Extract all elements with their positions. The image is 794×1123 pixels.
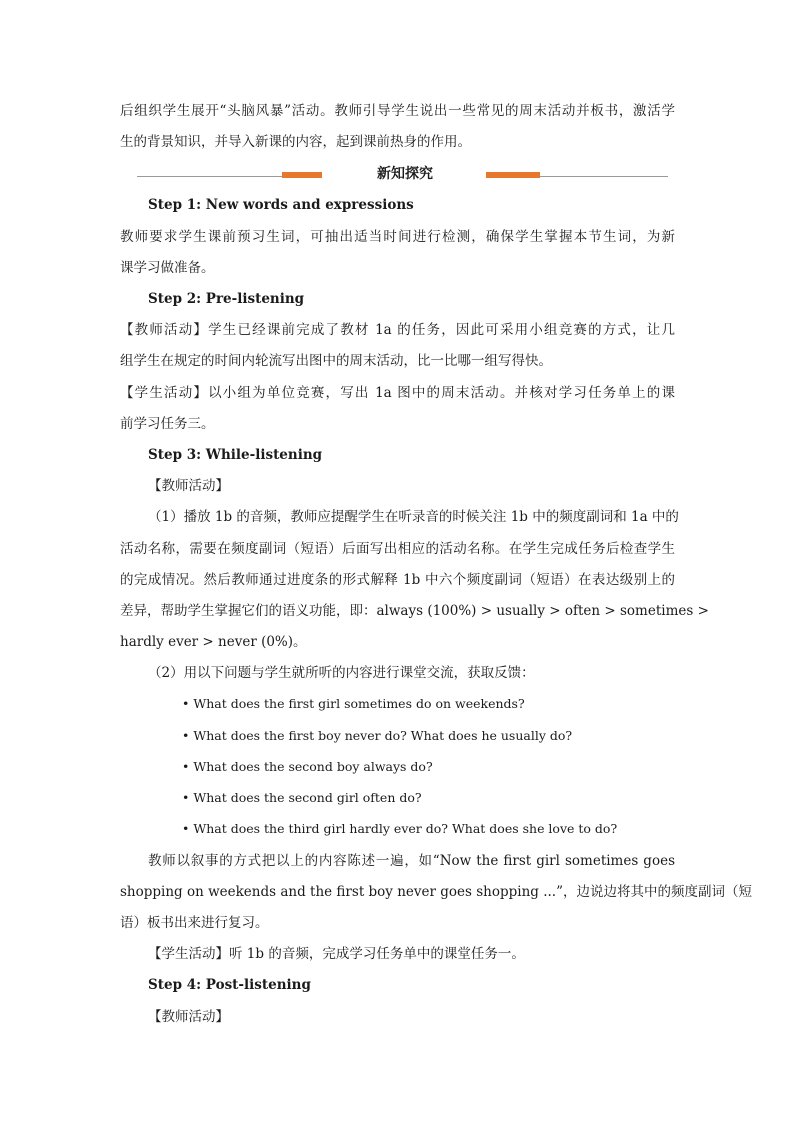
step3-p1-line-1: （1）播放 1b 的音频，教师应提醒学生在听录音的时候关注 1b 中的频度副词和 1a 中的 bbox=[148, 509, 679, 525]
step1-line-2: 课学习做准备。 bbox=[120, 260, 215, 276]
step3-heading: Step 3: While-listening bbox=[148, 447, 323, 463]
step3-p3-line-1: 教师以叙事的方式把以上的内容陈述一遍，如“Now the first girl sometimes goes bbox=[148, 853, 675, 869]
step3-p3-line-3: 语）板书出来进行复习。 bbox=[120, 915, 269, 931]
step3-teacher-label: 【教师活动】 bbox=[148, 478, 229, 494]
step3-p1-line-5: hardly ever > never (0%)。 bbox=[120, 634, 307, 650]
step2-student-line-2: 前学习任务三。 bbox=[120, 416, 215, 432]
step4-teacher-label: 【教师活动】 bbox=[148, 1009, 229, 1025]
divider-right-accent bbox=[486, 172, 540, 178]
step1-heading: Step 1: New words and expressions bbox=[148, 197, 414, 213]
question-4: • What does the second girl often do? bbox=[182, 790, 422, 805]
step2-heading: Step 2: Pre-listening bbox=[148, 291, 305, 307]
step3-p1-line-4: 差异，帮助学生掌握它们的语义功能，即：always (100%) > usually > often > sometimes > bbox=[120, 603, 709, 619]
divider-left-rule bbox=[137, 176, 282, 177]
step3-p1-line-3: 的完成情况。然后教师通过进度条的形式解释 1b 中六个频度副词（短语）在表达级别上的 bbox=[120, 572, 675, 588]
question-3: • What does the second boy always do? bbox=[182, 759, 433, 774]
step3-p3-line-2: shopping on weekends and the first boy never goes shopping ...”，边说边将其中的频度副词（短 bbox=[120, 884, 752, 900]
step1-line-1: 教师要求学生课前预习生词，可抽出适当时间进行检测，确保学生掌握本节生词，为新 bbox=[120, 229, 675, 245]
section-title: 新知探究 bbox=[377, 166, 433, 182]
question-1: • What does the first girl sometimes do on weekends? bbox=[182, 696, 525, 711]
step2-teacher-line-1: 【教师活动】学生已经课前完成了教材 1a 的任务，因此可采用小组竞赛的方式，让几 bbox=[120, 322, 675, 338]
step2-teacher-line-2: 组学生在规定的时间内轮流写出图中的周末活动，比一比哪一组写得快。 bbox=[120, 353, 552, 369]
question-2: • What does the first boy never do? What does he usually do? bbox=[182, 728, 573, 743]
question-5: • What does the third girl hardly ever do? What does she love to do? bbox=[182, 821, 618, 836]
step3-p1-line-2: 活动名称，需要在频度副词（短语）后面写出相应的活动名称。在学生完成任务后检查学生 bbox=[120, 541, 675, 557]
step3-p2: （2）用以下问题与学生就所听的内容进行课堂交流，获取反馈： bbox=[148, 665, 535, 681]
divider-right-rule bbox=[540, 176, 668, 177]
intro-line-1: 后组织学生展开“头脑风暴”活动。教师引导学生说出一些常见的周末活动并板书，激活学 bbox=[120, 103, 675, 119]
intro-line-2: 生的背景知识，并导入新课的内容，起到课前热身的作用。 bbox=[120, 134, 471, 150]
step3-student: 【学生活动】听 1b 的音频，完成学习任务单中的课堂任务一。 bbox=[148, 946, 525, 962]
step2-student-line-1: 【学生活动】以小组为单位竞赛，写出 1a 图中的周末活动。并核对学习任务单上的课 bbox=[120, 385, 675, 401]
step4-heading: Step 4: Post-listening bbox=[148, 977, 311, 993]
divider-left-accent bbox=[282, 172, 322, 178]
